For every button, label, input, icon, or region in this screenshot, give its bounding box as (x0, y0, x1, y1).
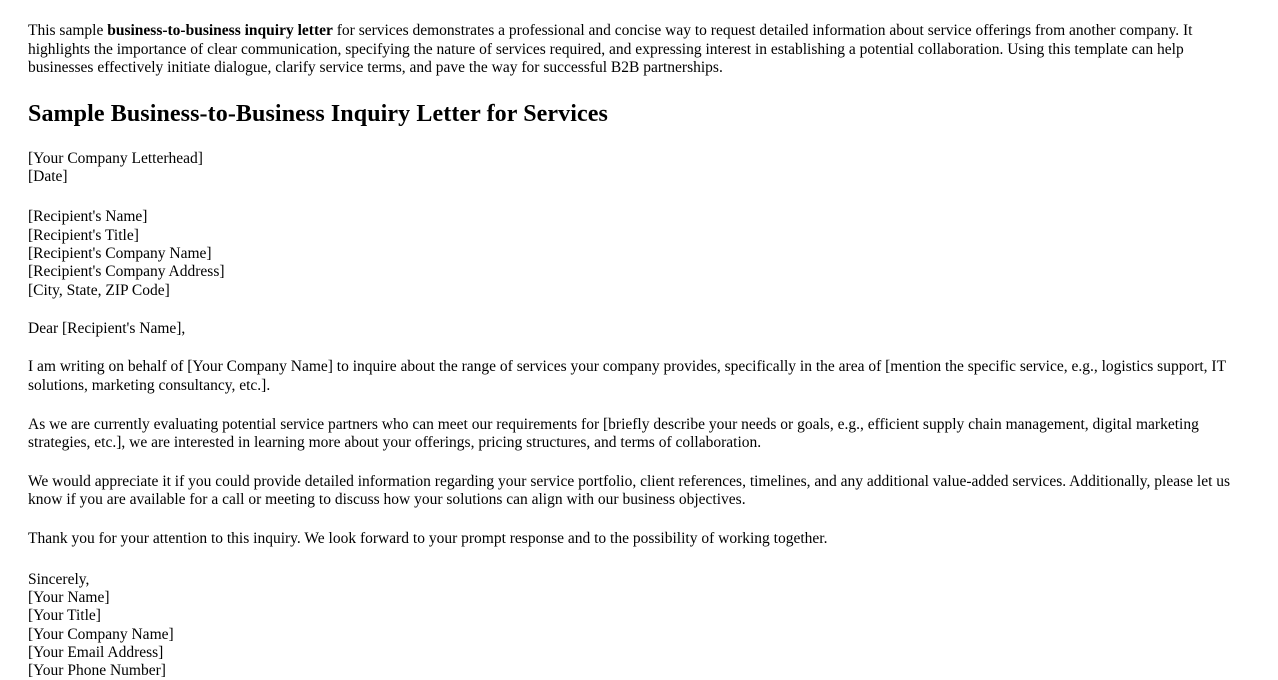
letterhead-line: [Your Company Letterhead] (28, 149, 203, 167)
recipient-line: [City, State, ZIP Code] (28, 281, 170, 299)
closing-line: Sincerely, (28, 570, 90, 588)
body-paragraph-1: I am writing on behalf of [Your Company Name] to inquire about the range of services your company provides, specifically in the area of [mention the specific service, e.g., logistics support, IT solutions, marketing consultancy, etc.]. (28, 358, 1226, 395)
intro-paragraph (28, 22, 1248, 78)
letterhead-line: [Date] (28, 168, 68, 186)
recipient-block (28, 208, 1248, 299)
body-paragraph-4: Thank you for your attention to this inquiry. We look forward to your prompt response and to the possibility of working together. (28, 530, 828, 548)
recipient-line: [Recipient's Name] (28, 208, 148, 226)
body-paragraph-3: We would appreciate it if you could provide detailed information regarding your service portfolio, client references, timelines, and any additional value-added services. Additionally, please let us know if you are available for a call or meeting to discuss how your solutions can align with our business objectives. (28, 472, 1231, 509)
intro-bold-phrase: business-to-business inquiry letter (107, 22, 333, 39)
closing-block (28, 571, 1248, 680)
recipient-line: [Recipient's Title] (28, 226, 139, 244)
closing-line: [Your Title] (28, 607, 101, 625)
intro-text-part1: This sample (28, 22, 108, 39)
intro-text-part2: for services demonstrates a professional and concise way to request detailed information about service offerings from another company. It highlights the importance of clear communication, specifying the nature of services required, and expressing interest in establishing a potential collaboration. Using this template can help businesses effectively initiate dialogue, clarify service terms, and pave the way for successful B2B partnerships. (28, 22, 1193, 77)
closing-line: [Your Company Name] (28, 625, 174, 643)
closing-line: [Your Email Address] (28, 643, 164, 661)
salutation: Dear [Recipient's Name], (28, 319, 186, 337)
recipient-line: [Recipient's Company Name] (28, 244, 212, 262)
page-title: Sample Business-to-Business Inquiry Letter for Services (28, 100, 608, 127)
closing-line: [Your Name] (28, 588, 110, 606)
recipient-line: [Recipient's Company Address] (28, 263, 225, 281)
body-paragraph-2: As we are currently evaluating potential service partners who can meet our requirements for [briefly describe your needs or goals, e.g., efficient supply chain management, digital marketing strategies, etc.], we are interested in learning more about your offerings, pricing structures, and terms of collaboration. (28, 415, 1199, 452)
letterhead-block (28, 150, 1248, 187)
closing-line: [Your Phone Number] (28, 662, 166, 680)
